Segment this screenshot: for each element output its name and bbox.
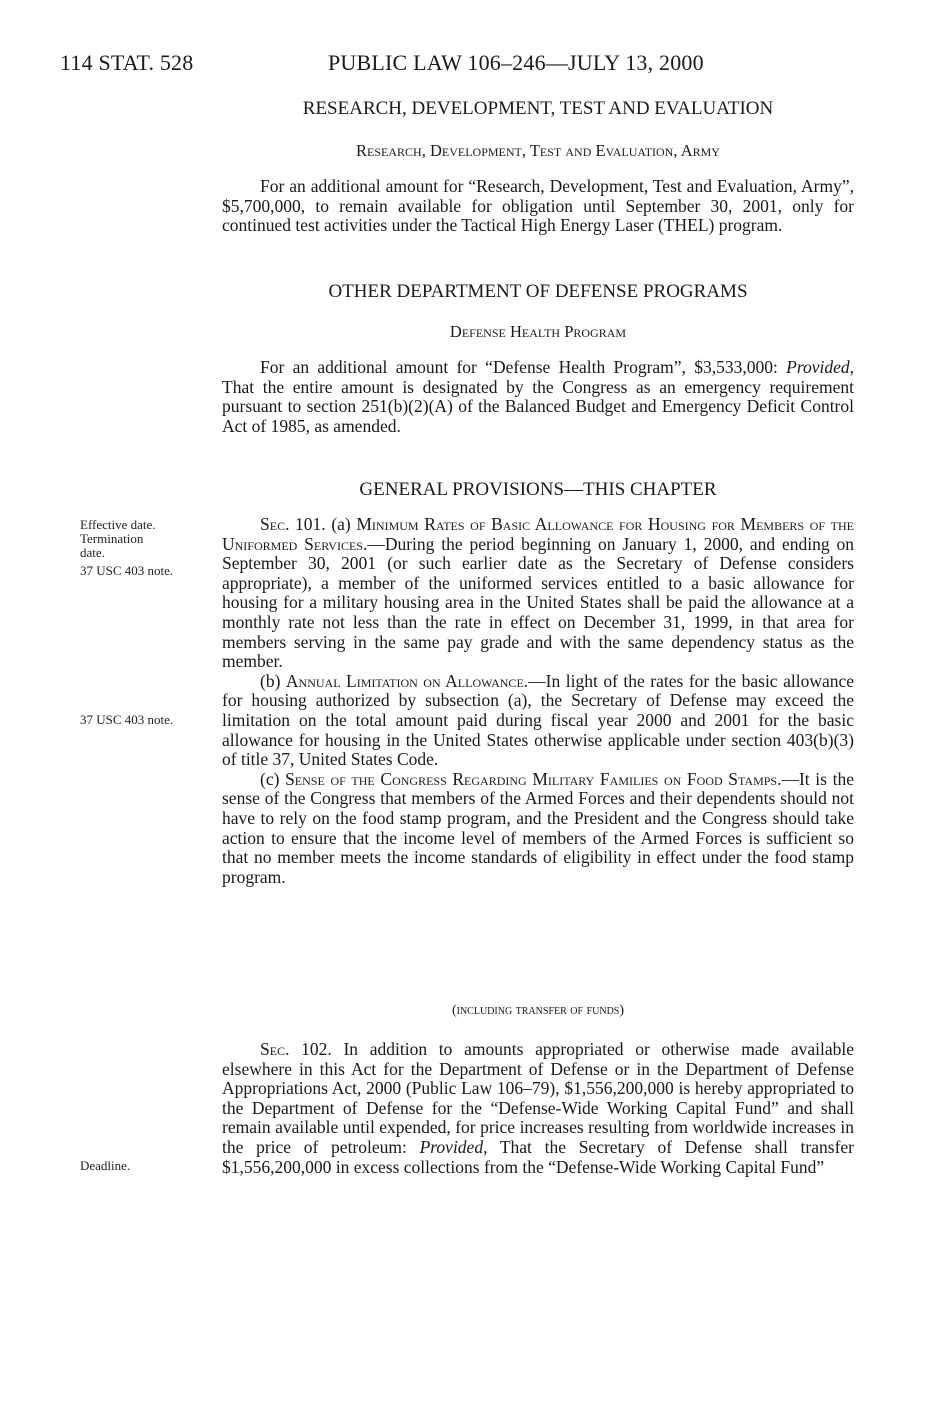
sec-101-c	[222, 770, 854, 888]
sec-101	[222, 515, 854, 887]
sec-101-a	[222, 515, 854, 672]
defense-health-subheading: Defense Health Program	[449, 322, 627, 341]
margin-note-termination-date: Termination date.	[80, 531, 144, 560]
running-head	[60, 50, 890, 80]
page-reference: 114 STAT. 528	[60, 50, 194, 75]
sec-101-b-heading: Annual Limitation on Allowance.	[285, 670, 529, 691]
transfer-of-funds-heading: (including transfer of funds)	[451, 1003, 625, 1018]
sec-102	[222, 1040, 854, 1177]
rdte-army-paragraph	[222, 177, 854, 236]
defense-health-text	[222, 358, 854, 436]
sec-102-text-after: , That the Secretary of Defense shall transfer $1,556,200,000 in excess collections from the “Defense-Wide Working Capital Fund”	[222, 1136, 854, 1177]
sec-101-a-label: (a)	[331, 514, 351, 534]
defense-health-text-after: , That the entire amount is designated by the Congress as an emergency requirement pursuant to section 251(b)(2)(A) of the Balanced Budget and Emergency Deficit Control Act of 1985, as amended.	[222, 357, 854, 436]
defense-health-paragraph	[222, 358, 854, 436]
margin-note-usc-2: 37 USC 403 note.	[80, 712, 174, 727]
sec-101-b-text: —In light of the rates for the basic allowance for housing authorized by subsection (a), the Secretary of Defense may exceed the limitation on the total amount paid during fiscal year 2000 and 2001 for the basic allowance for housing in the United States otherwise applicable under section 403(b)(3) of title 37, United States Code.	[222, 670, 855, 770]
sec-101-c-heading: Sense of the Congress Regarding Military Families on Food Stamps.	[285, 768, 782, 789]
sec-101-c-label: (c)	[260, 768, 280, 789]
sec-102-text	[222, 1040, 854, 1177]
margin-note-effective-date: Effective date.	[80, 517, 156, 532]
rdte-army-text: For an additional amount for “Research, Development, Test and Evaluation, Army”, $5,700,000, to remain available for obligation until September 30, 2001, only for continued test activities under the Tactical High Energy Laser (THEL) program.	[222, 176, 854, 236]
provided-italic-2: Provided	[419, 1136, 484, 1157]
general-provisions-heading: GENERAL PROVISIONS—THIS CHAPTER	[359, 479, 717, 500]
sec-101-a-text: —During the period beginning on January 1, 2000, and ending on September 30, 2001 (or such earlier date as the Secretary of Defense considers appropriate), a member of the uniformed services entitled to a basic allowance for housing for a military housing area in the United States shall be paid the allowance at a monthly rate not less than the rate in effect on December 31, 1999, in that area for members serving in the same pay grade and with the same dependency status as the member.	[222, 533, 854, 672]
margin-note-deadline: Deadline.	[80, 1158, 131, 1173]
provided-italic: Provided	[786, 357, 850, 377]
sec-102-text-before: In addition to amounts appropriated or otherwise made available elsewhere in this Act for the Department of Defense or in the Department of Defense Appropriations Act, 2000 (Public Law 106–79), $1,556,200,000 is hereby appropriated to the Department of Defense for the “Defense-Wide Working Capital Fund” and shall remain available until expended, for price increases resulting from worldwide increases in the price of petroleum:	[222, 1039, 854, 1157]
sec-101-b	[222, 672, 854, 770]
sec-102-label: Sec. 102.	[260, 1039, 332, 1059]
defense-health-text-before: For an additional amount for “Defense Health Program”, $3,533,000:	[260, 357, 787, 377]
rdte-heading: RESEARCH, DEVELOPMENT, TEST AND EVALUATION	[302, 98, 774, 119]
sec-101-c-text: —It is the sense of the Congress that members of the Armed Forces and their dependents should not have to rely on the food stamp program, and the President and the Congress should take action to ensure that the income level of members of the Armed Forces is sufficient so that no member meets the income standards of eligibility in effect under the food stamp program.	[222, 768, 854, 887]
law-title: PUBLIC LAW 106–246—JULY 13, 2000	[328, 50, 704, 75]
sec-101-a-heading: Minimum Rates of Basic Allowance for Housing for Members of the Uniformed Services.	[222, 514, 855, 554]
margin-note-usc-1: 37 USC 403 note.	[80, 563, 174, 578]
sec-101-label: Sec. 101.	[260, 514, 326, 534]
other-dod-heading: OTHER DEPARTMENT OF DEFENSE PROGRAMS	[328, 281, 748, 302]
sec-101-b-label: (b)	[260, 670, 281, 691]
rdte-army-subheading: Research, Development, Test and Evaluation, Army	[356, 141, 720, 160]
